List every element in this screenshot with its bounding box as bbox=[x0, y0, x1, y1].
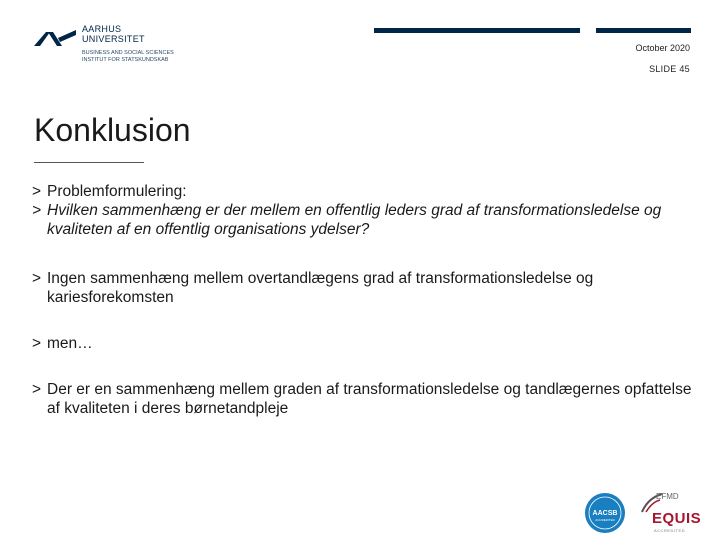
bullet-item bbox=[32, 201, 692, 239]
efmd-text: EFMD bbox=[656, 492, 679, 501]
logo-dept-line1: BUSINESS AND SOCIAL SCIENCES bbox=[82, 50, 174, 56]
logo-university-name bbox=[82, 24, 145, 44]
equis-text: EQUIS bbox=[652, 510, 702, 527]
bullet-item bbox=[32, 380, 692, 418]
bullet-text: Problemformulering: bbox=[47, 183, 187, 200]
aacsb-sub: ACCREDITED bbox=[595, 518, 615, 522]
bullet-item bbox=[32, 334, 692, 353]
equis-sub: ACCREDITED bbox=[654, 528, 686, 533]
bullet-text: men… bbox=[47, 335, 93, 352]
slide-date: October 2020 bbox=[635, 43, 690, 53]
equis-accreditation-logo bbox=[640, 490, 700, 536]
slide-content bbox=[32, 182, 692, 418]
title-underline bbox=[34, 162, 144, 163]
aacsb-accreditation-seal bbox=[584, 492, 626, 534]
au-seal-icon bbox=[34, 28, 76, 48]
slide-title: Konklusion bbox=[34, 112, 191, 148]
bullet-item bbox=[32, 182, 692, 201]
logo-name-line2: UNIVERSITET bbox=[82, 34, 145, 44]
bullet-marker: > bbox=[32, 183, 42, 200]
bullet-text: Ingen sammenhæng mellem overtandlægens grad af transformationsledelse og kariesforekomsten bbox=[47, 270, 594, 306]
slide-number: SLIDE 45 bbox=[649, 64, 690, 74]
bullet-item bbox=[32, 269, 692, 307]
logo-name-line1: AARHUS bbox=[82, 24, 122, 34]
header-bar-short bbox=[596, 28, 691, 33]
logo-department bbox=[82, 50, 174, 64]
bullet-text: Hvilken sammenhæng er der mellem en offentlig leders grad af transformationsledelse og kvaliteten af en offentlig organisations ydelser? bbox=[47, 202, 662, 238]
aacsb-text: AACSB bbox=[592, 510, 618, 517]
bullet-marker: > bbox=[32, 270, 42, 287]
bullet-text: Der er en sammenhæng mellem graden af transformationsledelse og tandlægernes opfattelse af kvaliteten i deres børnetandpleje bbox=[47, 381, 692, 417]
logo-dept-line2: INSTITUT FOR STATSKUNDSKAB bbox=[82, 57, 169, 63]
aarhus-university-logo bbox=[34, 24, 194, 68]
bullet-marker: > bbox=[32, 202, 42, 219]
bullet-marker: > bbox=[32, 335, 42, 352]
bullet-marker: > bbox=[32, 381, 42, 398]
header-bar-long bbox=[374, 28, 580, 33]
